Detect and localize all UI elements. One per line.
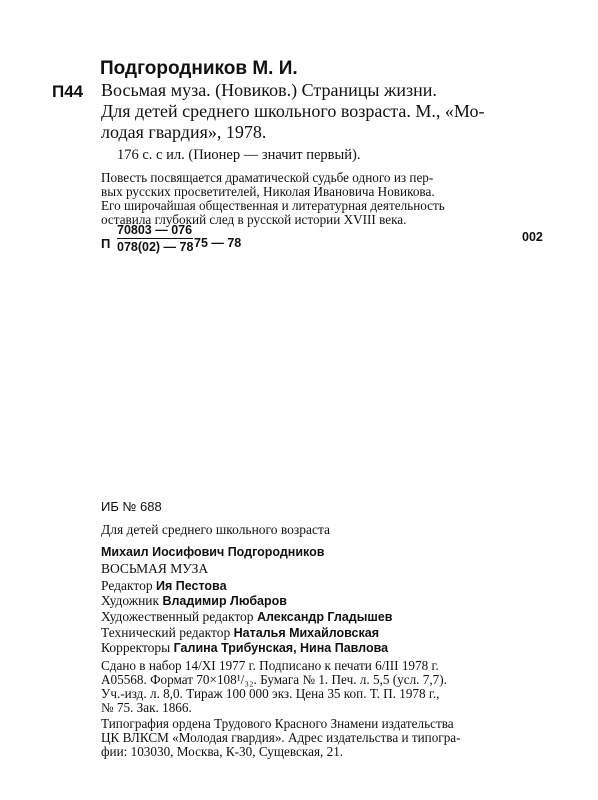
credit-artist [101,593,287,609]
credit-editor [101,578,227,594]
annotation-line: оставила глубокий след в русской истории XVIII века. [101,212,407,227]
printer-line: Типография ордена Трудового Красного Знамени издательства [101,716,454,731]
credit-proofreaders [101,640,388,656]
annotation-line: Его широчайшая общественная и литературная деятельность [101,198,445,213]
credit-name: Наталья Михайловская [233,626,380,640]
index-right-code: 002 [522,230,543,244]
credit-art-editor [101,609,392,625]
pages-info: 176 с. с ил. (Пионер — значит первый). [117,147,361,163]
title-line: лодая гвардия», 1978. [101,122,267,142]
index-letter: П [101,236,111,251]
age-group: Для детей среднего школьного возраста [101,522,331,537]
annotation-line: Повесть посвящается драматической судьбе одного из пер- [101,170,434,185]
annotation-line: вых русских просветителей, Николая Ивановича Новикова. [101,184,435,199]
class-code: П44 [52,82,84,101]
printer-line: ЦК ВЛКСМ «Молодая гвардия». Адрес издательства и типогра- [101,730,461,745]
credit-tech-editor [101,625,379,641]
printer-line: фии: 103030, Москва, К-30, Сущевская, 21. [101,744,344,759]
index-fraction [117,222,193,255]
publication-line: Уч.-изд. л. 8,0. Тираж 100 000 экз. Цена 35 коп. Т. П. 1978 г., [101,686,440,701]
credit-role: Корректоры [101,640,171,655]
credit-name: Владимир Любаров [162,594,287,608]
credit-name: Галина Трибунская, Нина Павлова [173,641,389,655]
credit-role: Редактор [101,578,153,593]
index-denominator: 078(02) — 78 [117,240,194,254]
index-tail: 75 — 78 [194,236,242,250]
book-title: ВОСЬМАЯ МУЗА [101,561,209,576]
credit-name: Александр Гладышев [256,610,393,624]
ib-number: ИБ № 688 [101,499,162,514]
publication-line: Сдано в набор 14/XI 1977 г. Подписано к печати 6/III 1978 г. [101,658,439,673]
full-author-name: Михаил Иосифович Подгородников [101,545,325,559]
credit-role: Художник [101,593,160,608]
title-line: Восьмая муза. (Новиков.) Страницы жизни. [101,80,437,100]
publication-line: А05568. Формат 70×108¹/₃₂. Бумага № 1. Печ. л. 5,5 (усл. 7,7). [101,672,447,687]
publication-line: № 75. Зак. 1866. [101,700,192,715]
credit-role: Художественный редактор [101,609,254,624]
index-numerator: 70803 — 076 [117,223,193,237]
credit-role: Технический редактор [101,625,231,640]
title-line: Для детей среднего школьного возраста. М., «Мо- [101,101,485,121]
credit-name: Ия Пестова [155,579,227,593]
author-heading: Подгородников М. И. [100,58,298,79]
